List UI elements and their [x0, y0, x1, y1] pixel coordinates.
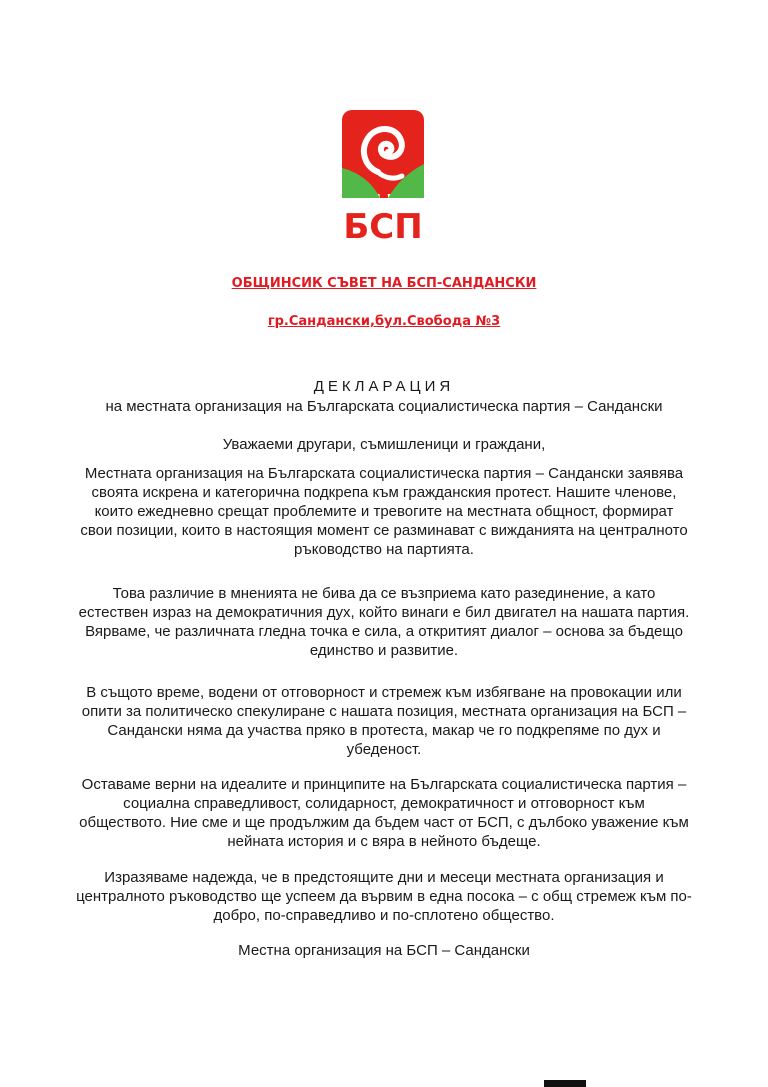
paragraph-1 — [70, 464, 698, 559]
paragraph-line: централното ръководство ще успеем да вървим в една посока – с общ стремеж към по- — [76, 888, 692, 905]
rose-icon — [338, 106, 428, 246]
page-edge-mark — [544, 1080, 586, 1087]
paragraph-line: добро, по-справедливо и по-сплотено общество. — [213, 907, 555, 924]
bsp-logo — [338, 106, 428, 246]
document-subheading: на местната организация на Българската социалистическа партия – Сандански — [105, 398, 663, 415]
paragraph-line: Местната организация на Българската социалистическа партия – Сандански заявява — [84, 465, 684, 482]
organization-title: ОБЩИНСИК СЪВЕТ НА БСП-САНДАНСКИ — [231, 276, 537, 291]
paragraph-line: убеденост. — [346, 741, 422, 758]
paragraph-line: обществото. Ние сме и ще продължим да бъдем част от БСП, с дълбоко уважение към — [79, 814, 689, 831]
logo-text: БСП — [343, 207, 423, 246]
paragraph-line: своята искрена и категорична подкрепа към гражданския протест. Нашите членове, — [91, 484, 677, 501]
paragraph-line: нейната история и с вяра в нейното бъдеще. — [227, 833, 541, 850]
paragraph-line: опити за политическо спекулиране с нашата позиция, местната организация на БСП – — [81, 703, 687, 720]
paragraph-4 — [70, 775, 698, 851]
signature-line: Местна организация на БСП – Сандански — [238, 942, 530, 959]
paragraph-line: Сандански няма да участва пряко в протеста, макар че го подкрепяме по дух и — [107, 722, 661, 739]
paragraph-line: В същото време, водени от отговорност и стремеж към избягване на провокации или — [86, 684, 682, 701]
paragraph-5 — [70, 868, 698, 925]
paragraph-line: свои позиции, които в настоящия момент се разминават с вижданията на централното — [80, 522, 688, 539]
paragraph-line: Оставаме верни на идеалите и принципите на Българската социалистическа партия – — [81, 776, 687, 793]
organization-address: гр.Сандански,бул.Свобода №3 — [267, 314, 501, 329]
document-heading: ДЕКЛАРАЦИЯ — [313, 378, 455, 395]
greeting-line: Уважаеми другари, съмишленици и граждани, — [222, 436, 546, 453]
paragraph-line: социална справедливост, солидарност, демократичност и отговорност към — [123, 795, 645, 812]
paragraph-line: единство и развитие. — [309, 642, 459, 659]
paragraph-line: естествен израз на демократичния дух, който винаги е бил двигател на нашата партия. — [78, 604, 690, 621]
paragraph-line: Изразяваме надежда, че в предстоящите дни и месеци местната организация и — [104, 869, 664, 886]
paragraph-2 — [70, 584, 698, 660]
paragraph-line: ръководство на партията. — [294, 541, 474, 558]
paragraph-3 — [70, 683, 698, 759]
paragraph-line: Това различие в мненията не бива да се възприема като разединение, а като — [112, 585, 656, 602]
paragraph-line: които ежедневно срещат проблемите и тревогите на местната общност, формират — [94, 503, 674, 520]
paragraph-line: Вярваме, че различната гледна точка е сила, а откритият диалог – основа за бъдещо — [85, 623, 683, 640]
